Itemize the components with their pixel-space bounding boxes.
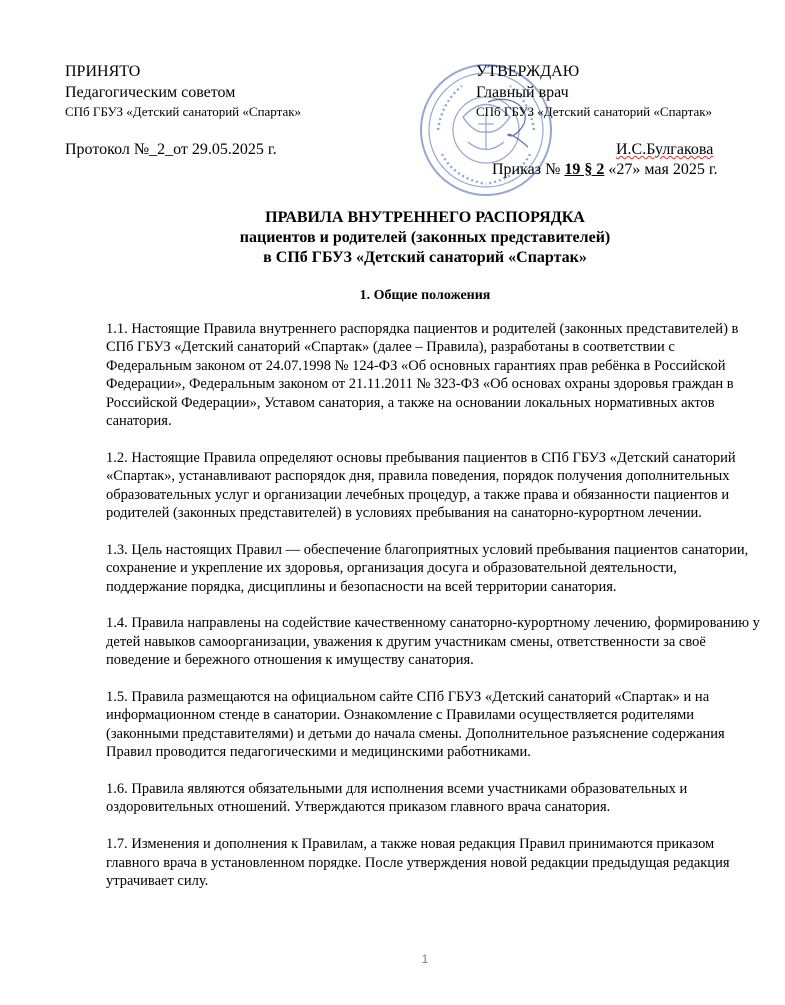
order-line: [492, 160, 718, 180]
doc-title-line3: в СПб ГБУЗ «Детский санаторий «Спартак»: [263, 249, 587, 266]
paragraph-1-7: 1.7. Изменения и дополнения к Правилам, а также новая редакция Правил принимаются приказом главного врача в установленном порядке. После утверждения новой редакции предыдущая редакция утрачивает силу.: [106, 836, 730, 890]
left-org-name: СПб ГБУЗ «Детский санаторий «Спартак»: [65, 104, 302, 119]
paragraph-1-3: 1.3. Цель настоящих Правил — обеспечение благоприятных условий пребывания пациентов санатории, сохранение и укрепление их здоровья, организация досуга и образовательной деятельности, поддержание порядка, дисциплины и безопасности на всей территории санатория.: [106, 541, 749, 595]
approve-label: УТВЕРЖДАЮ: [476, 63, 580, 80]
order-date: «27» мая 2025 г.: [604, 161, 718, 178]
accepted-label: ПРИНЯТО: [65, 63, 141, 80]
body-text: [106, 320, 761, 909]
signature-name: [616, 140, 713, 160]
page-number: 1: [421, 952, 429, 966]
order-prefix: Приказ №: [492, 161, 565, 178]
order-number: 19 § 2: [564, 161, 605, 178]
council-label: Педагогическим советом: [65, 84, 236, 101]
paragraph-1-1: 1.1. Настоящие Правила внутреннего распорядка пациентов и родителей (законных представителей) в СПб ГБУЗ «Детский санаторий «Спартак» (далее – Правила), разработаны в соответствии с Федеральным законом от 24.07.1998 № 124-ФЗ «Об основных гарантиях прав ребёнка в Российской Федерации», Федеральным законом от 21.11.2011 № 323-ФЗ «Об основах охраны здоровья граждан в Российской Федерации», Уставом санатория, а также на основании локальных нормативных актов санатория.: [106, 321, 739, 430]
paragraph-1-6: 1.6. Правила являются обязательными для исполнения всеми участниками образовательных и оздоровительных отношений. Утверждаются приказом главного врача санатория.: [106, 781, 688, 816]
paragraph-1-2: 1.2. Настоящие Правила определяют основы пребывания пациентов в СПб ГБУЗ «Детский санаторий «Спартак», устанавливают распорядок дня, правила поведения, порядок получения дополнительных образовательных услуг и организации лечебных процедур, а также права и обязанности пациентов и родителей (законных представителей) в условиях пребывания на санаторно-курортном лечении.: [106, 449, 736, 522]
signature-name-text: И.С.Булгакова: [616, 141, 714, 158]
position-label: Главный врач: [476, 84, 569, 101]
paragraph-1-5: 1.5. Правила размещаются на официальном сайте СПб ГБУЗ «Детский санаторий «Спартак» и на информационном стенде в санатории. Ознакомление с Правилами осуществляется родителями (законными представителями) и детьми до начала смены. Дополнительное разъяснение содержания Правил проводится педагогическими и медицинскими работниками.: [106, 689, 725, 761]
doc-title-line2: пациентов и родителей (законных представителей): [239, 229, 611, 246]
paragraph-1-4: 1.4. Правила направлены на содействие качественному санаторно-курортному лечению, формированию у детей навыков самоорганизации, уважения к другим участникам смены, ответственности за своё поведение и бережного отношения к имуществу санатория.: [106, 615, 760, 669]
right-org-name: СПб ГБУЗ «Детский санаторий «Спартак»: [476, 104, 713, 119]
doc-title-line1: ПРАВИЛА ВНУТРЕННЕГО РАСПОРЯДКА: [265, 209, 585, 226]
section-heading: 1. Общие положения: [359, 288, 491, 303]
protocol-line: Протокол №_2_от 29.05.2025 г.: [65, 141, 277, 158]
